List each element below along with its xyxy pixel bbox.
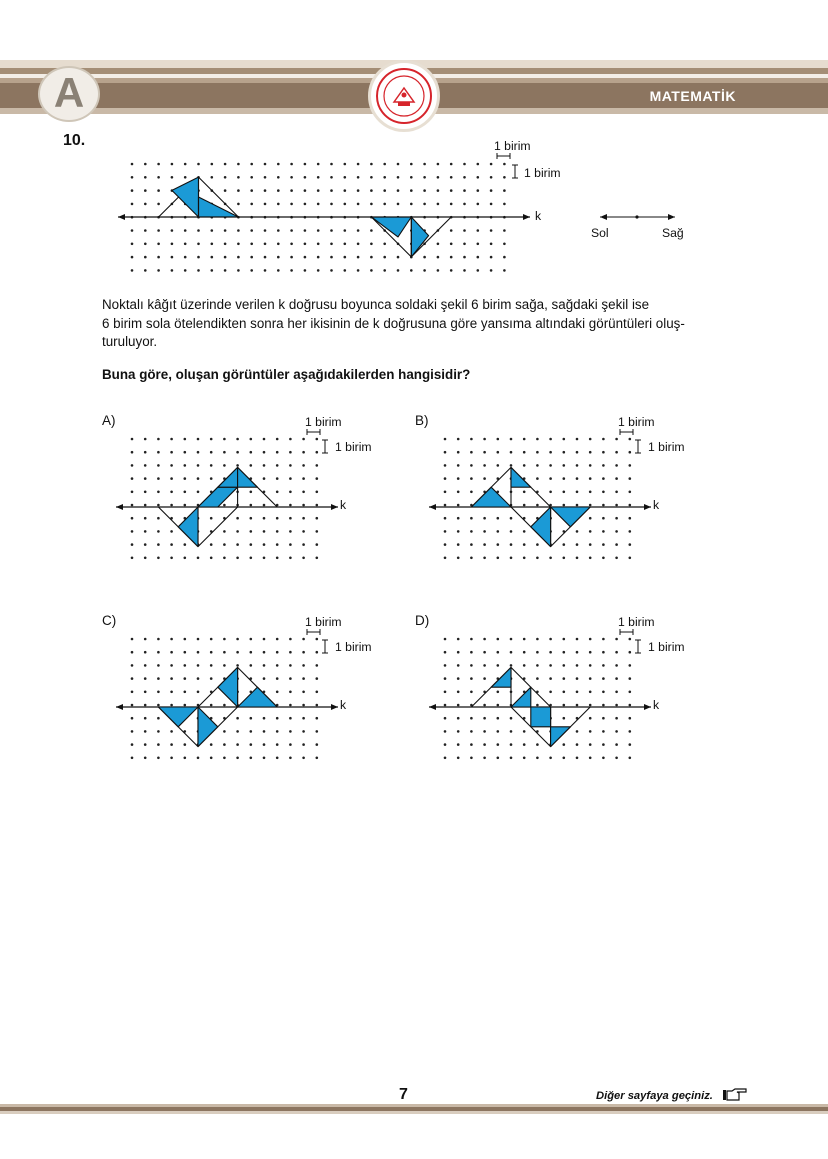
stem-line-3: turuluyor. [102,334,158,349]
option-c-unit-v: 1 birim [335,640,372,654]
unit-horizontal-label: 1 birim [494,139,531,153]
question-prompt: Buna göre, oluşan görüntüler aşağıdakilerden hangisidir? [102,367,471,382]
stem-line-1: Noktalı kâğıt üzerinde verilen k doğrusu boyunca soldaki şekil 6 birim sağa, sağdaki şekil ise [102,297,650,312]
line-k-label: k [535,209,542,223]
option-a-unit-h: 1 birim [305,415,342,429]
option-b-unit-v: 1 birim [648,440,685,454]
booklet-letter: A [38,66,100,122]
page-number: 7 [399,1086,408,1103]
option-a-figure[interactable] [110,414,360,574]
option-c-figure[interactable] [110,614,360,774]
option-c-k: k [340,698,347,712]
question-figure [110,138,700,278]
option-a-letter[interactable]: A) [102,413,116,428]
option-c-letter[interactable]: C) [102,613,117,628]
option-b-letter[interactable]: B) [415,413,429,428]
option-b-k: k [653,498,660,512]
option-a-unit-v: 1 birim [335,440,372,454]
next-page-note: Diğer sayfaya geçiniz. [596,1090,713,1102]
option-c-unit-h: 1 birim [305,615,342,629]
stem-line-2: 6 birim sola ötelendikten sonra her ikisinin de k doğrusuna göre yansıma altındaki görüntüleri oluş- [102,315,685,331]
option-a-k: k [340,498,347,512]
direction-left-label: Sol [591,226,609,240]
subject-title: MATEMATİK [649,88,736,104]
option-b-unit-h: 1 birim [618,415,655,429]
unit-vertical-label: 1 birim [524,166,561,180]
question-stem [102,296,762,352]
option-d-letter[interactable]: D) [415,613,430,628]
option-d-figure[interactable] [423,614,673,774]
option-d-unit-h: 1 birim [618,615,655,629]
option-b-figure[interactable] [423,414,673,574]
option-d-k: k [653,698,660,712]
question-number: 10. [63,132,86,149]
footer-band [0,1104,828,1114]
direction-right-label: Sağ [662,226,684,240]
option-d-unit-v: 1 birim [648,640,685,654]
pointing-hand-icon [722,1088,748,1102]
ministry-seal [368,60,440,132]
